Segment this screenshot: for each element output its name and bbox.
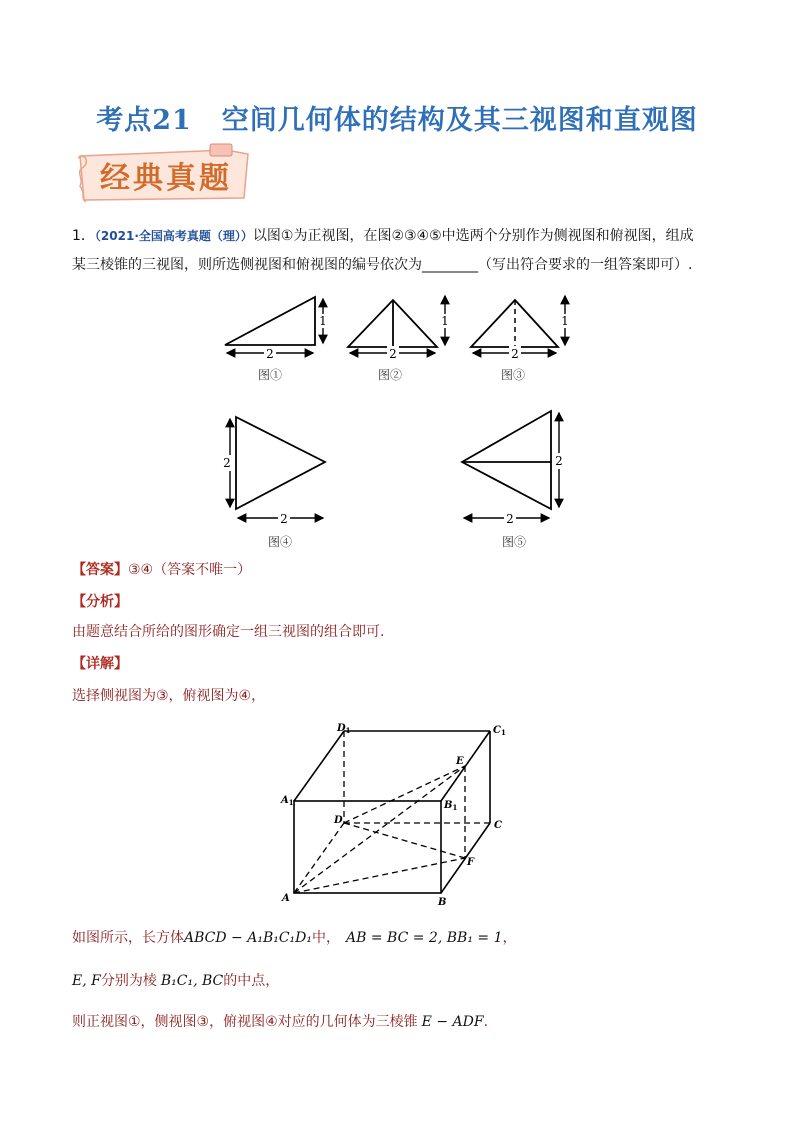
svg-text:1: 1 [319, 314, 327, 328]
caption-fig-5: 图⑤ [501, 535, 527, 549]
label-B1: $B_1$ [444, 800, 458, 812]
question-line-1 [72, 229, 694, 243]
svg-text:2: 2 [555, 454, 563, 468]
label-C1: $C_1$ [493, 725, 506, 737]
analysis-heading: 【分析】 [72, 594, 128, 610]
figures-row-1 [215, 290, 565, 390]
label-E: E [456, 756, 464, 767]
question-text-1: 以图①为正视图，在图②③④⑤中选两个分别作为侧视图和俯视图，组成 [252, 228, 694, 244]
svg-text:2: 2 [280, 512, 288, 526]
question-number: 1． [72, 228, 95, 244]
detail-heading: 【详解】 [72, 656, 128, 672]
question-line-2 [72, 258, 692, 272]
label-B: B [438, 897, 447, 908]
topic-heading: 空间几何体的结构及其三视图和直观图 [221, 105, 698, 136]
banner-label: 经典真题 [100, 161, 232, 196]
svg-text:2: 2 [389, 347, 397, 361]
page-title [0, 98, 794, 137]
svg-text:2: 2 [266, 347, 274, 361]
label-A1: $A_1$ [281, 795, 294, 807]
detail-line-4: 则正视图①，侧视图③，俯视图④对应的几何体为三棱锥 E − ADF. [72, 1014, 489, 1030]
detail-line-3: E, F分别为棱 B₁C₁, BC的中点， [72, 973, 280, 989]
svg-text:2: 2 [506, 512, 514, 526]
analysis-text: 由题意结合所给的图形确定一组三视图的组合即可. [72, 624, 385, 640]
figure-3-height [555, 290, 577, 360]
detail-line-2: 如图所示，长方体ABCD − A₁B₁C₁D₁中， AB = BC = 2, BB₁ = 1， [72, 930, 517, 946]
label-D1: $D_1$ [337, 723, 351, 735]
label-A: A [282, 893, 290, 904]
label-D: D [334, 815, 343, 826]
answer-label: 【答案】 [72, 562, 128, 578]
label-C: C [494, 820, 502, 831]
caption-fig-2: 图② [377, 368, 403, 382]
caption-fig-4: 图④ [267, 535, 293, 549]
question-text-2: 某三棱锥的三视图，则所选侧视图和俯视图的编号依次为________（写出符合要求的一组答案即可）. [72, 257, 693, 273]
svg-text:1: 1 [561, 314, 569, 328]
figures-row-2 [210, 405, 580, 555]
svg-text:2: 2 [511, 347, 519, 361]
cuboid-diagram [272, 715, 512, 910]
clip-icon [210, 144, 232, 156]
figure-2 [348, 296, 451, 382]
topic-number: 考点21 [96, 105, 192, 136]
figure-1 [225, 297, 329, 382]
answer-line [72, 563, 251, 577]
svg-text:1: 1 [441, 314, 449, 328]
figure-3 [471, 300, 558, 382]
detail-line-1: 选择侧视图为③，俯视图为④， [72, 688, 266, 704]
figure-4 [223, 417, 325, 549]
caption-fig-1: 图① [257, 368, 283, 382]
question-source: （2021·全国高考真题（理）） [94, 229, 253, 243]
label-F: F [467, 857, 475, 868]
caption-fig-3: 图③ [500, 368, 526, 382]
section-banner [76, 142, 256, 204]
answer-text: ③④（答案不唯一） [128, 562, 252, 578]
figure-5 [462, 411, 565, 549]
svg-text:2: 2 [223, 456, 231, 470]
